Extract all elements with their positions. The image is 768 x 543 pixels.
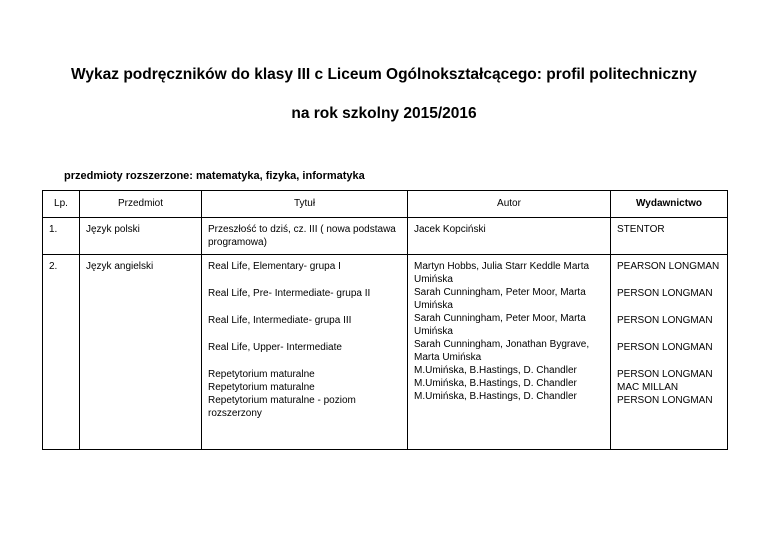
header-title: Tytuł [202,191,408,218]
header-lp: Lp. [43,191,80,218]
author: M.Umińska, B.Hastings, D. Chandler [414,365,577,376]
author: M.Umińska, B.Hastings, D. Chandler [414,391,577,402]
author: M.Umińska, B.Hastings, D. Chandler [414,378,577,389]
publisher-cell: STENTOR [611,218,728,255]
publisher-cell [611,255,728,450]
table-header-row [43,191,728,218]
row-number: 1. [43,218,80,255]
book-title: Repetytorium maturalne [208,382,315,393]
book-title-cell: Przeszłość to dziś, cz. III ( nowa podstawa programowa) [202,218,408,255]
author: Sarah Cunningham, Jonathan Bygrave, Marta Umińska [414,339,590,363]
publisher: PERSON LONGMAN [617,369,713,380]
publisher: PERSON LONGMAN [617,315,713,326]
author: Sarah Cunningham, Peter Moor, Marta Umińska [414,313,586,337]
header-author: Autor [408,191,611,218]
author: Sarah Cunningham, Peter Moor, Marta Umińska [414,287,586,311]
book-title-cell [202,255,408,450]
row-number: 2. [43,255,80,450]
author: Martyn Hobbs, Julia Starr Keddle Marta Umińska [414,261,590,285]
school-year-title: na rok szkolny 2015/2016 [291,105,477,122]
book-title: Repetytorium maturalne - poziom rozszerzony [208,395,356,419]
publisher: PERSON LONGMAN [617,288,713,299]
table-row [43,218,728,255]
header-publisher: Wydawnictwo [611,191,728,218]
book-title: Real Life, Elementary- grupa I [208,261,341,272]
subject-cell: Język polski [80,218,202,255]
book-title: Real Life, Pre- Intermediate- grupa II [208,288,371,299]
book-title: Real Life, Upper- Intermediate [208,342,342,353]
book-title: Real Life, Intermediate- grupa III [208,315,352,326]
author-cell [408,255,611,450]
textbook-table [42,190,728,450]
publisher: PERSON LONGMAN [617,395,713,406]
publisher: PERSON LONGMAN [617,342,713,353]
table-row [43,255,728,450]
subject-cell: Język angielski [80,255,202,450]
author-cell: Jacek Kopciński [408,218,611,255]
extended-subjects-subtitle: przedmioty rozszerzone: matematyka, fizyka, informatyka [64,170,365,182]
publisher: MAC MILLAN [617,382,679,393]
publisher: PEARSON LONGMAN [617,261,720,272]
header-subject: Przedmiot [80,191,202,218]
document-title: Wykaz podręczników do klasy III c Liceum Ogólnokształcącego: profil politechniczny [71,66,697,83]
book-title: Repetytorium maturalne [208,369,315,380]
